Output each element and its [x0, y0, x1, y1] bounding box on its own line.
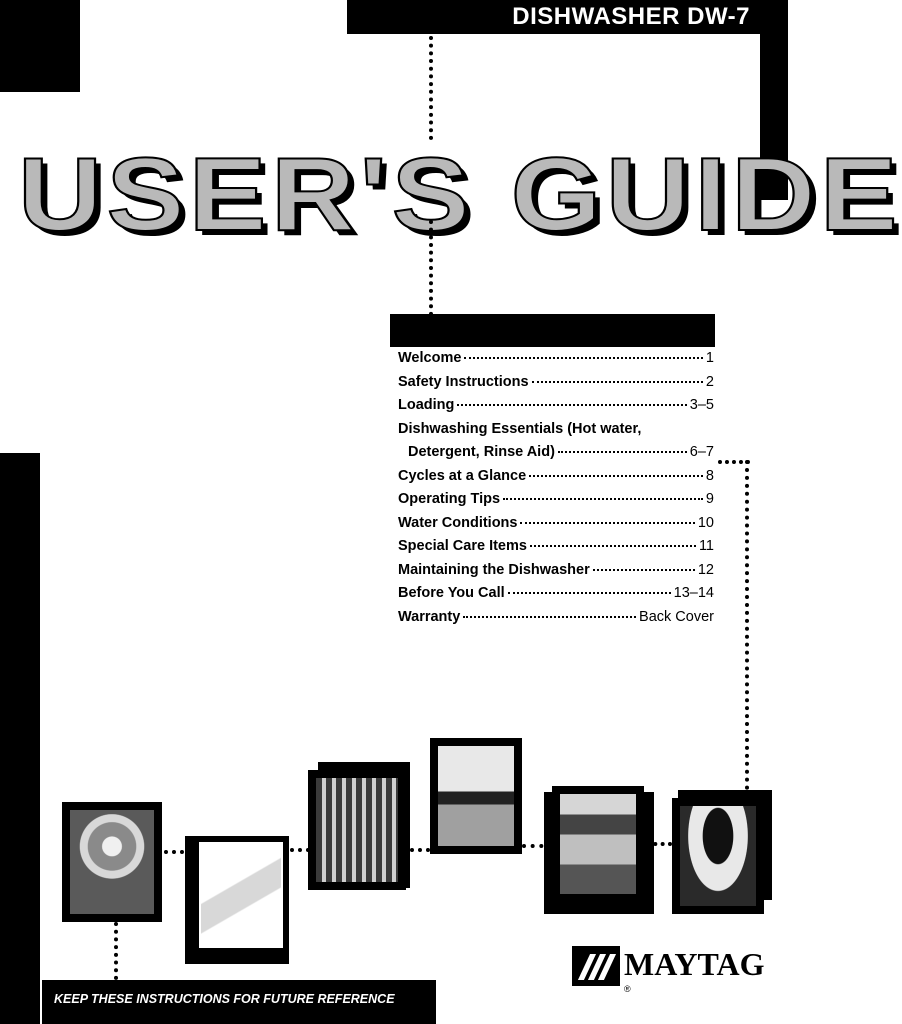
dotted-connector	[410, 848, 430, 852]
toc-page: 9	[705, 491, 714, 507]
toc-leader	[463, 616, 636, 618]
toc-leader	[558, 451, 687, 453]
toc-item-before-call[interactable]	[398, 585, 714, 609]
photo-image	[438, 746, 514, 846]
toc-page: Back Cover	[639, 608, 714, 625]
toc-label: Warranty	[398, 608, 461, 625]
photo-cookware	[430, 738, 522, 854]
photo-image	[316, 778, 398, 882]
toc-item-warranty[interactable]	[398, 609, 714, 633]
toc-label: Maintaining the Dishwasher	[398, 561, 590, 578]
toc-leader	[530, 545, 696, 547]
dotted-line-top	[429, 36, 433, 140]
toc-item-loading[interactable]	[398, 397, 714, 421]
toc-label: Detergent, Rinse Aid)	[408, 444, 555, 460]
toc-leader	[532, 381, 703, 383]
toc-leader	[457, 404, 686, 406]
model-title: DISHWASHER DW-7	[512, 3, 750, 30]
photo-repairman	[672, 798, 764, 914]
dotted-connector	[646, 842, 672, 846]
footer-banner	[42, 980, 436, 1024]
toc-label: Special Care Items	[398, 538, 527, 554]
photo-image	[70, 810, 154, 914]
maytag-logo-icon	[572, 946, 620, 986]
toc-page: 8	[705, 467, 714, 484]
maytag-logo	[572, 942, 772, 1002]
dotted-connector	[290, 848, 310, 852]
logo-wordmark: MAYTAG	[624, 946, 765, 982]
toc-page: 2	[705, 373, 714, 390]
toc-page: 3–5	[689, 397, 714, 413]
toc-page: 11	[698, 538, 714, 554]
toc-label: Safety Instructions	[398, 373, 529, 390]
toc-item-special-care[interactable]	[398, 538, 714, 562]
photo-image	[201, 844, 281, 946]
toc-leader	[593, 569, 695, 571]
footer-banner-text: KEEP THESE INSTRUCTIONS FOR FUTURE REFERENCE	[54, 992, 395, 1006]
toc-page: 13–14	[673, 585, 714, 601]
photo-image	[560, 794, 636, 894]
toc-page: 6–7	[689, 444, 714, 460]
toc-item-cycles[interactable]	[398, 468, 714, 492]
guide-title: USER'S GUIDE	[18, 137, 902, 253]
toc-label: Before You Call	[398, 585, 505, 601]
toc-item-safety[interactable]	[398, 374, 714, 398]
photo-silverware-basket	[308, 770, 406, 890]
dotted-line-bottom	[114, 922, 118, 980]
photo-glass-plate	[193, 836, 289, 954]
toc-item-essentials-line1[interactable]	[398, 421, 714, 445]
toc-label: Dishwashing Essentials (Hot water,	[398, 420, 642, 437]
toc-label: Cycles at a Glance	[398, 467, 527, 484]
toc-leader	[520, 522, 694, 524]
registered-mark: ®	[624, 984, 631, 994]
toc-page: 1	[705, 350, 714, 366]
corner-block	[0, 0, 80, 92]
photo-dish-rack-cup	[62, 802, 162, 922]
dotted-line-right-vertical	[745, 460, 749, 790]
toc-leader	[503, 498, 703, 500]
toc-label: Water Conditions	[398, 514, 518, 531]
toc-label: Operating Tips	[398, 491, 501, 507]
toc-item-essentials-line2[interactable]	[398, 444, 714, 468]
toc-header-bar	[390, 314, 715, 347]
toc-leader	[529, 475, 703, 477]
toc-item-welcome[interactable]	[398, 350, 714, 374]
toc-item-maintaining[interactable]	[398, 562, 714, 586]
photo-loaded-racks	[552, 786, 644, 902]
toc-page: 10	[697, 514, 714, 531]
toc-leader	[508, 592, 671, 594]
toc-label: Welcome	[398, 350, 462, 366]
toc-page: 12	[697, 561, 714, 578]
toc-item-tips[interactable]	[398, 491, 714, 515]
toc-item-water[interactable]	[398, 515, 714, 539]
left-stripe	[0, 453, 40, 1024]
toc-leader	[464, 357, 703, 359]
photo-image	[680, 806, 756, 906]
table-of-contents	[398, 350, 714, 632]
header-bar	[347, 0, 788, 34]
toc-label: Loading	[398, 397, 455, 413]
dotted-line-middle	[429, 220, 433, 316]
